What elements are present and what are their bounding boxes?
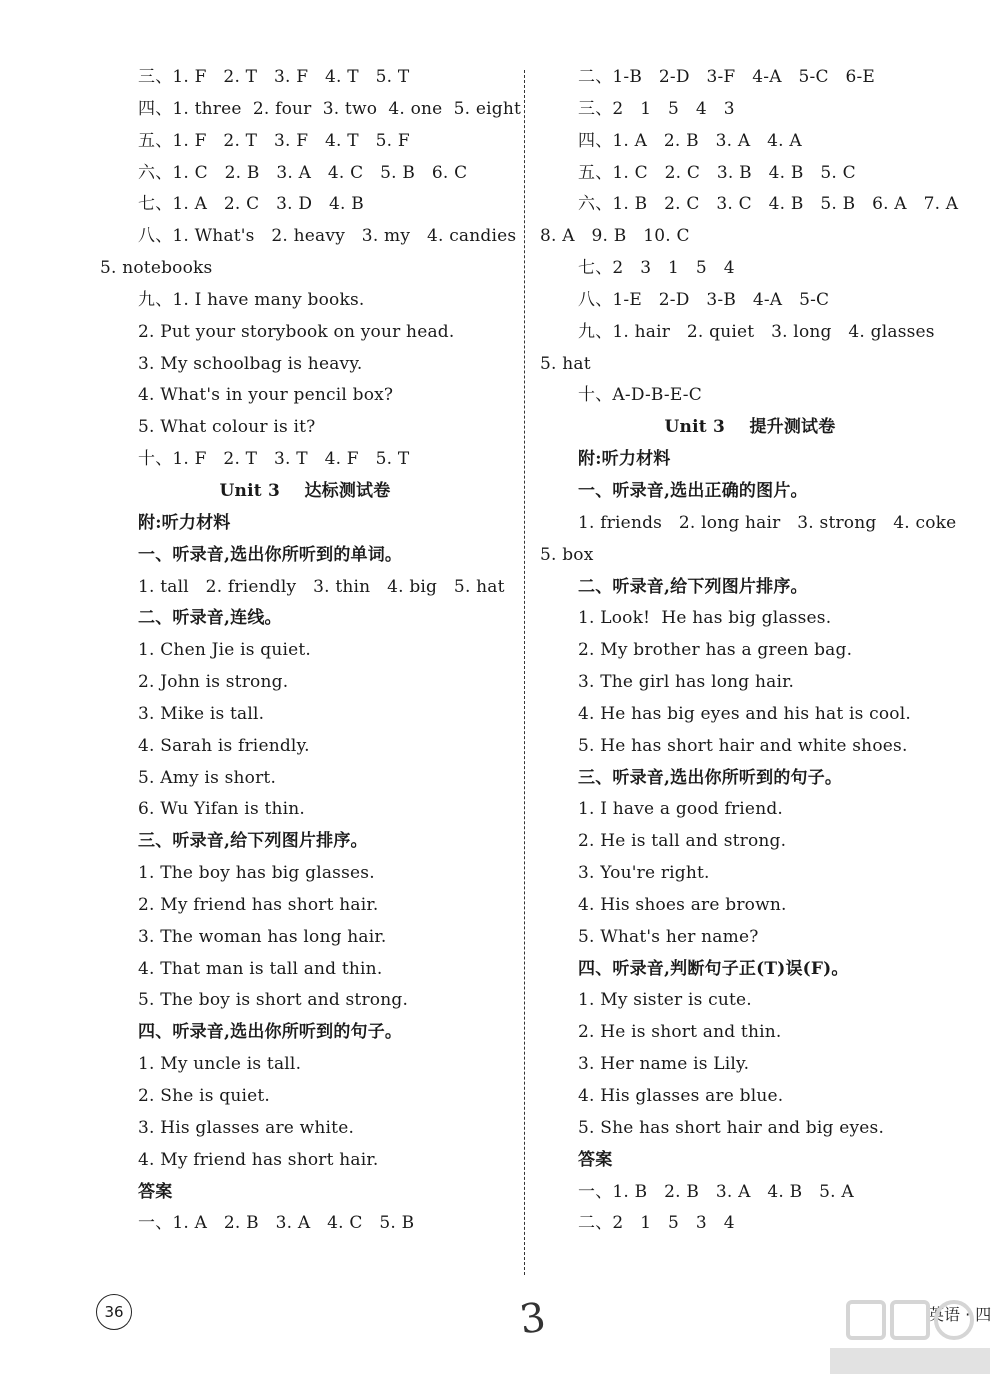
left-column xyxy=(100,62,521,1240)
text-line: 3. The girl has long hair. xyxy=(578,672,795,693)
text-line: 十、1. F 2. T 3. T 4. F 5. T xyxy=(138,449,410,470)
text-line: 2. John is strong. xyxy=(138,672,289,693)
page-number: 36 xyxy=(96,1294,132,1330)
text-line: 4. His shoes are brown. xyxy=(578,894,787,915)
text-line: 4. What's in your pencil box? xyxy=(138,385,394,406)
text-line: 4. Sarah is friendly. xyxy=(138,735,310,756)
text-line: 六、1. B 2. C 3. C 4. B 5. B 6. A 7. A xyxy=(578,194,959,215)
watermark-logo xyxy=(830,1300,990,1376)
text-line: 4. His glasses are blue. xyxy=(578,1086,784,1106)
section-title: Unit 3 达标测试卷 xyxy=(219,480,391,501)
text-line: 5. hat xyxy=(540,353,591,374)
text-line: 三、2 1 5 4 3 xyxy=(578,98,735,119)
text-line: 3. The woman has long hair. xyxy=(138,926,387,947)
text-line: 6. Wu Yifan is thin. xyxy=(138,799,306,820)
text-line: 一、听录音,选出你所听到的单词。 xyxy=(138,544,403,565)
text-line: 2. He is tall and strong. xyxy=(578,831,787,852)
column-divider xyxy=(524,70,525,1275)
text-line: 4. That man is tall and thin. xyxy=(138,958,383,979)
text-line: 3. His glasses are white. xyxy=(138,1117,355,1138)
handwritten-mark: 3 xyxy=(516,1294,549,1344)
text-line: 七、1. A 2. C 3. D 4. B xyxy=(138,194,364,215)
text-line: 5. He has short hair and white shoes. xyxy=(578,735,908,756)
text-line: 1. Look! He has big glasses. xyxy=(578,608,832,629)
text-line: 答案 xyxy=(138,1181,173,1202)
text-line: 四、听录音,判断句子正(T)误(F)。 xyxy=(578,958,849,979)
text-line: 2. My brother has a green bag. xyxy=(578,640,853,661)
text-line: 3. Mike is tall. xyxy=(138,703,265,724)
text-line: 八、1. What's 2. heavy 3. my 4. candies xyxy=(138,226,517,247)
text-line: 四、1. three 2. four 3. two 4. one 5. eight xyxy=(138,98,521,119)
text-line: 5. What colour is it? xyxy=(138,417,316,438)
text-line: 二、听录音,给下列图片排序。 xyxy=(578,576,808,597)
text-line: 3. Her name is Lily. xyxy=(578,1054,750,1075)
text-line: 六、1. C 2. B 3. A 4. C 5. B 6. C xyxy=(138,162,468,183)
text-line: 1. Chen Jie is quiet. xyxy=(138,640,312,661)
section-title: Unit 3 提升测试卷 xyxy=(664,417,836,438)
text-line: 九、1. hair 2. quiet 3. long 4. glasses xyxy=(578,321,935,342)
text-line: 二、听录音,连线。 xyxy=(138,608,282,629)
text-line: 三、1. F 2. T 3. F 4. T 5. T xyxy=(138,67,410,87)
text-line: 2. He is short and thin. xyxy=(578,1022,782,1043)
text-line: 3. You're right. xyxy=(578,863,710,884)
text-line: 4. He has big eyes and his hat is cool. xyxy=(578,703,911,724)
footer-subject-label: 英语 · 四 xyxy=(928,1305,992,1324)
text-line: 4. My friend has short hair. xyxy=(138,1149,379,1170)
text-line: 附:听力材料 xyxy=(578,449,671,470)
right-column xyxy=(540,62,960,1240)
text-line: 5. box xyxy=(540,544,594,565)
text-line: 5. The boy is short and strong. xyxy=(138,990,409,1011)
text-line: 三、听录音,选出你所听到的句子。 xyxy=(578,767,843,788)
text-line: 四、听录音,选出你所听到的句子。 xyxy=(138,1022,403,1043)
text-line: 一、1. A 2. B 3. A 4. C 5. B xyxy=(138,1213,415,1234)
text-line: 1. My sister is cute. xyxy=(578,990,752,1011)
text-line: 5. notebooks xyxy=(100,258,213,279)
text-line: 四、1. A 2. B 3. A 4. A xyxy=(578,130,802,151)
text-line: 附:听力材料 xyxy=(138,512,231,533)
text-line: 一、听录音,选出正确的图片。 xyxy=(578,480,808,501)
text-line: 答案 xyxy=(578,1149,613,1170)
text-line: 九、1. I have many books. xyxy=(138,289,365,310)
text-line: 3. My schoolbag is heavy. xyxy=(138,353,363,374)
text-line: 1. I have a good friend. xyxy=(578,799,784,820)
text-line: 三、听录音,给下列图片排序。 xyxy=(138,831,368,852)
text-line: 十、A-D-B-E-C xyxy=(578,385,702,406)
text-line: 二、2 1 5 3 4 xyxy=(578,1213,735,1234)
text-line: 七、2 3 1 5 4 xyxy=(578,258,735,279)
text-line: 二、1-B 2-D 3-F 4-A 5-C 6-E xyxy=(578,67,876,87)
text-line: 1. tall 2. friendly 3. thin 4. big 5. hat xyxy=(138,576,505,597)
text-line: 一、1. B 2. B 3. A 4. B 5. A xyxy=(578,1181,854,1202)
text-line: 5. She has short hair and big eyes. xyxy=(578,1117,885,1138)
text-line: 五、1. C 2. C 3. B 4. B 5. C xyxy=(578,162,856,183)
text-line: 1. The boy has big glasses. xyxy=(138,863,375,884)
text-line: 8. A 9. B 10. C xyxy=(540,226,690,247)
text-line: 5. What's her name? xyxy=(578,926,759,947)
text-line: 2. My friend has short hair. xyxy=(138,894,379,915)
text-line: 五、1. F 2. T 3. F 4. T 5. F xyxy=(138,130,410,151)
text-line: 八、1-E 2-D 3-B 4-A 5-C xyxy=(578,289,830,310)
text-line: 1. My uncle is tall. xyxy=(138,1054,302,1075)
text-line: 2. Put your storybook on your head. xyxy=(138,321,455,342)
text-line: 2. She is quiet. xyxy=(138,1086,271,1106)
text-line: 5. Amy is short. xyxy=(138,767,277,788)
text-line: 1. friends 2. long hair 3. strong 4. coke xyxy=(578,512,957,533)
